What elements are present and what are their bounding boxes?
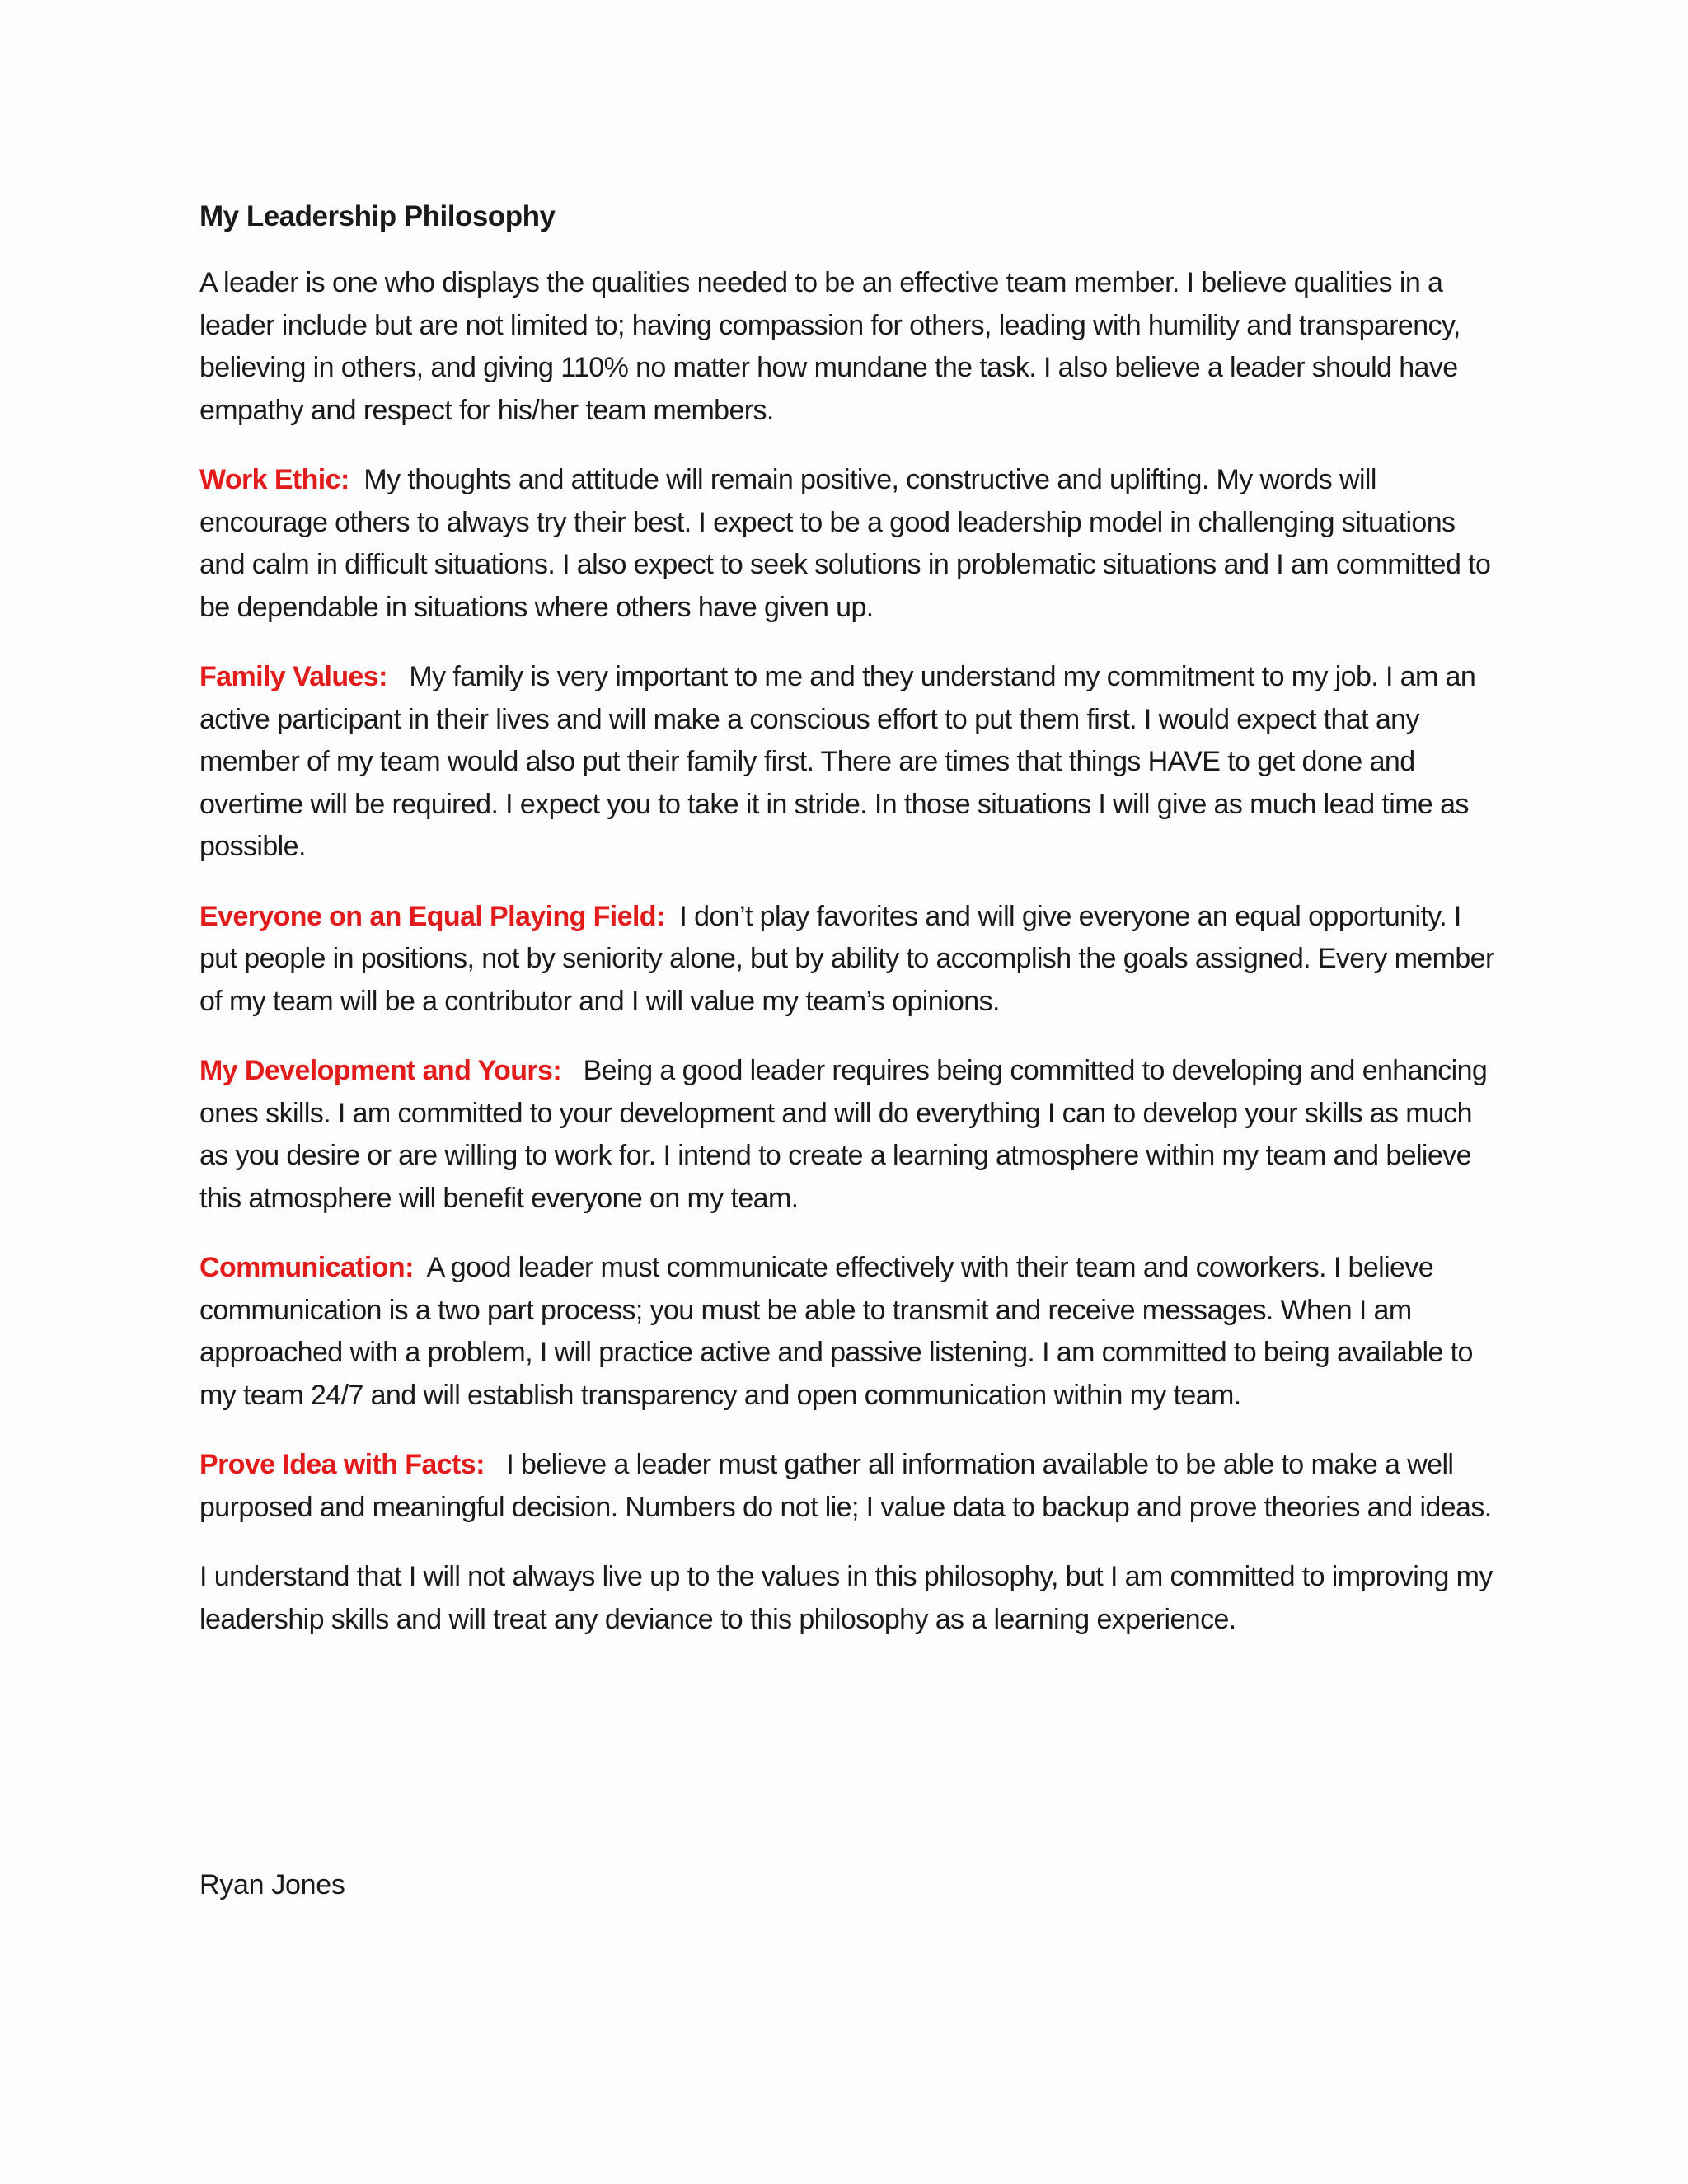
section-heading-work-ethic: Work Ethic: <box>199 464 349 495</box>
section-body-development: Being a good leader requires being committed to developing and enhancing ones skills. I am committed to your development and will do everything I can to develop your skills as much as you desire or are willing to work for. I intend to create a learning atmosphere within my team and believe this atmosphere will benefit everyone on my team. <box>199 1055 1488 1214</box>
section-heading-communication: Communication: <box>199 1252 414 1283</box>
section-heading-development: My Development and Yours: <box>199 1055 562 1086</box>
section-work-ethic <box>199 459 1502 629</box>
section-family-values <box>199 656 1502 869</box>
section-heading-equal-playing-field: Everyone on an Equal Playing Field: <box>199 900 665 932</box>
signature-name: Ryan Jones <box>199 1869 345 1900</box>
section-development <box>199 1050 1502 1220</box>
section-body-prove-idea: I believe a leader must gather all information available to be able to make a well purposed and meaningful decision. Numbers do not lie; I value data to backup and prove theories and ideas. <box>199 1449 1492 1523</box>
section-body-family-values: My family is very important to me and they understand my commitment to my job. I am an active participant in their lives and will make a conscious effort to put them first. I would expect that any member of my team would also put their family first. There are times that things HAVE to get done and overtime will be required. I expect you to take it in stride. In those situations I will give as much lead time as possible. <box>199 661 1476 862</box>
closing-paragraph: I understand that I will not always live up to the values in this philosophy, but I am committed to improving my leadership skills and will treat any deviance to this philosophy as a learning experience. <box>199 1561 1493 1635</box>
section-prove-idea <box>199 1444 1502 1529</box>
section-equal-playing-field <box>199 896 1502 1024</box>
section-heading-prove-idea: Prove Idea with Facts: <box>199 1449 485 1480</box>
section-body-work-ethic: My thoughts and attitude will remain positive, constructive and uplifting. My words will encourage others to always try their best. I expect to be a good leadership model in challenging situations and calm in difficult situations. I also expect to seek solutions in problematic situations and I am committed to be dependable in situations where others have given up. <box>199 464 1491 623</box>
document-title: My Leadership Philosophy <box>199 200 556 232</box>
section-body-communication: A good leader must communicate effectively with their team and coworkers. I believe communication is a two part process; you must be able to transmit and receive messages. When I am approached with a problem, I will practice active and passive listening. I am committed to being available to my team 24/7 and will establish transparency and open communication within my team. <box>199 1252 1473 1411</box>
section-communication <box>199 1247 1502 1417</box>
section-heading-family-values: Family Values: <box>199 661 387 692</box>
intro-paragraph: A leader is one who displays the qualities needed to be an effective team member. I believe qualities in a leader include but are not limited to; having compassion for others, leading with humility and transparency, believing in others, and giving 110% no matter how mundane the task. I also believe a leader should have empathy and respect for his/her team members. <box>199 267 1461 426</box>
document-body <box>199 196 1502 1668</box>
section-body-equal-playing-field: I don’t play favorites and will give everyone an equal opportunity. I put people in positions, not by seniority alone, but by ability to accomplish the goals assigned. Every member of my team will be a contributor and I will value my team’s opinions. <box>199 900 1494 1017</box>
